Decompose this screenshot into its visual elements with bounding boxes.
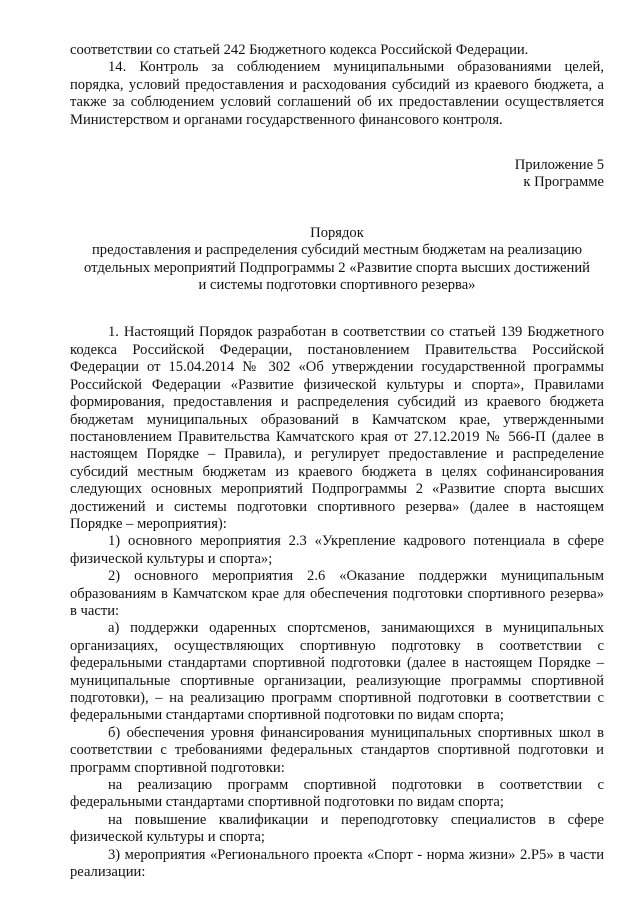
item-1: 1) основного мероприятия 2.3 «Укрепление кадрового потенциала в сфере физической культуры и спорта»; (70, 533, 604, 567)
title-line-2: предоставления и распределения субсидий местным бюджетам на реализацию (91, 242, 583, 259)
paragraph-14-control: 14. Контроль за соблюдением муниципальными образованиями целей, порядка, условий предоставления и расходования субсидий из краевого бюджета, а также за соблюдением условий соглашений об их предоставлении осуществляется Министерством и органами государственного финансового контроля. (70, 59, 604, 128)
item-2: 2) основного мероприятия 2.6 «Оказание поддержки муниципальным образованиям в Камчатском крае для обеспечения подготовки спортивного резерва» в части: (70, 568, 604, 619)
paragraph-continuation: соответствии со статьей 242 Бюджетного кодекса Российской Федерации. (70, 42, 529, 58)
subitem-b-line-1: на реализацию программ спортивной подготовки в соответствии с федеральными стандартами спортивной подготовки по видам спорта; (70, 777, 604, 811)
appendix-reference: к Программе (523, 174, 604, 191)
title-line-1: Порядок (310, 224, 364, 241)
subitem-a: а) поддержки одаренных спортсменов, занимающихся в муниципальных организациях, осуществляющих спортивную подготовку в соответствии с федеральными стандартами спортивной подготовки (далее в настоящем Порядке – муниципальные спортивные организации, реализующие программы спортивной подготовки), – на реализацию программ спортивной подготовки в соответствии с федеральными стандартами спортивной подготовки по видам спорта; (70, 620, 604, 724)
document-title (70, 225, 604, 295)
title-line-3: отдельных мероприятий Подпрограммы 2 «Развитие спорта высших достижений (84, 259, 590, 276)
subitem-b: б) обеспечения уровня финансирования муниципальных спортивных школ в соответствии с требованиями федеральных стандартов спортивной подготовки и программ спортивной подготовки: (70, 724, 604, 776)
title-line-4: и системы подготовки спортивного резерва» (198, 277, 476, 294)
appendix-label: Приложение 5 (514, 157, 604, 174)
item-3: 3) мероприятия «Регионального проекта «Спорт - норма жизни» 2.Р5» в части реализации: (70, 846, 604, 881)
subitem-b-line-2: на повышение квалификации и переподготовку специалистов в сфере физической культуры и спорта; (70, 811, 604, 846)
paragraph-1: 1. Настоящий Порядок разработан в соответствии со статьей 139 Бюджетного кодекса Российской Федерации, постановлением Правительства Российской Федерации от 15.04.2014 № 302 «Об утверждении государственной программы Российской Федерации «Развитие физической культуры и спорта», Правилами формирования, предоставления и распределения субсидий из краевого бюджета бюджетам муниципальных образований в Камчатском крае, утвержденными постановлением Правительства Камчатского края от 27.12.2019 № 566-П (далее в настоящем Порядке – Правила), и регулирует предоставление и распределение субсидий местным бюджетам из краевого бюджета в целях софинансирования следующих основных мероприятий Подпрограммы 2 «Развитие спорта высших достижений и системы подготовки спортивного резерва» (далее в настоящем Порядке – мероприятия): (70, 324, 604, 532)
